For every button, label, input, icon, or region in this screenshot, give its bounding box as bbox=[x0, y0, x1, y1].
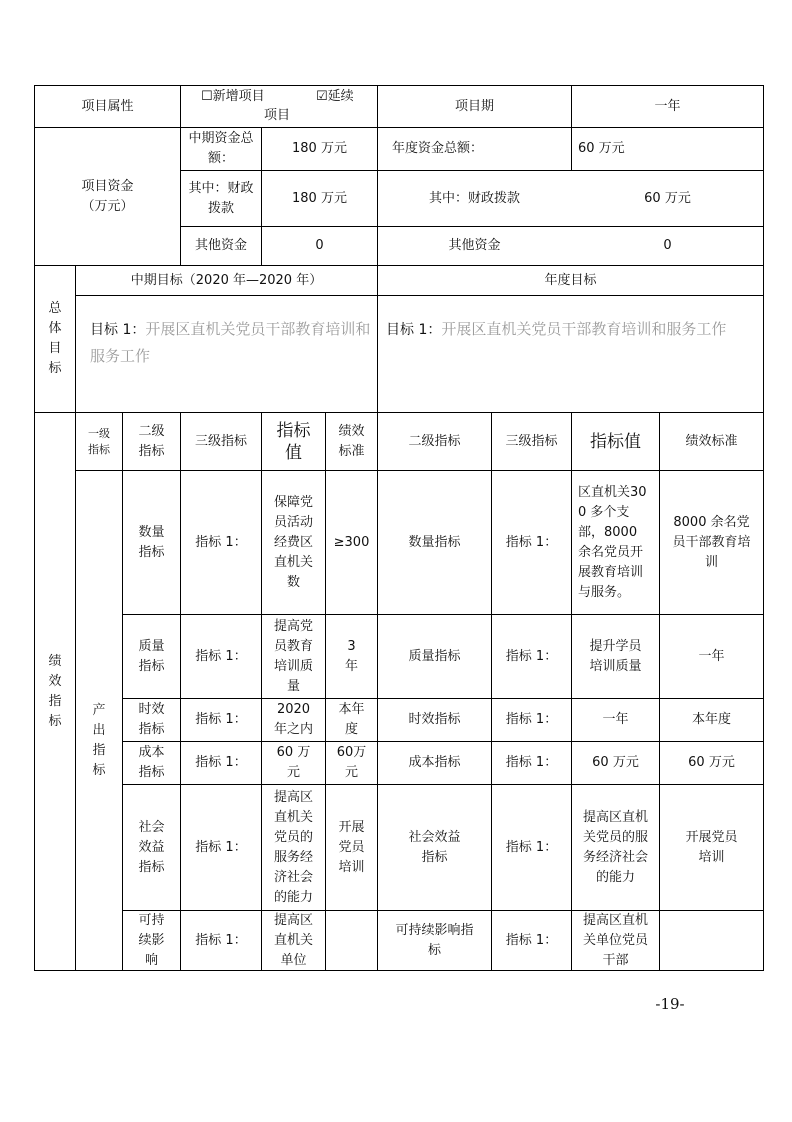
table-row-time-l3: 指标 1： bbox=[195, 712, 247, 727]
mid-goal-text bbox=[90, 316, 372, 369]
checkbox-unchecked-icon: ☐ bbox=[201, 89, 213, 104]
table-row-sustain-l3: 指标 1： bbox=[195, 932, 247, 948]
period-label: 项目期 bbox=[454, 98, 494, 114]
table-row-sustain-value: 提高区直机关单位 bbox=[273, 912, 313, 968]
table-row-quantity-l2-right: 数量指标 bbox=[408, 534, 461, 550]
table-row-sustain-l2-right: 可持续影响指标 bbox=[395, 922, 474, 958]
table-row-quality-l3-right: 指标 1： bbox=[505, 648, 558, 664]
other-label-left: 其他资金 bbox=[194, 238, 247, 253]
mid-total-label: 中期资金总额： bbox=[188, 131, 254, 166]
table-row-quality-value: 提高党员教育培训质量 bbox=[273, 618, 313, 694]
new-project-label: 新增项目 bbox=[212, 89, 265, 104]
table-row-cost-l2-right: 成本指标 bbox=[408, 755, 461, 770]
table-row-sustain-std bbox=[326, 911, 377, 970]
attr-options bbox=[181, 86, 377, 127]
value-header-right: 指标值 bbox=[590, 431, 641, 452]
table-row-quality-l3: 指标 1： bbox=[195, 648, 247, 664]
table-row-social-value-right: 提高区直机关党员的服务经济社会的能力 bbox=[582, 809, 648, 885]
table-row-quantity-value: 保障党员活动经费区直机关数 bbox=[273, 494, 313, 590]
table-row-cost-value: 60 万元 bbox=[276, 745, 311, 780]
annual-total-label: 年度资金总额： bbox=[392, 141, 484, 156]
table-row-quantity-value-right: 区直机关300 多个支部，8000余名党员开展教育培训与服务。 bbox=[578, 484, 647, 600]
std-header-right: 绩效标准 bbox=[685, 433, 738, 449]
table-row-quantity-std-right: 8000 余名党员干部教育培训 bbox=[672, 514, 751, 570]
table-row-time-value-right: 一年 bbox=[602, 712, 629, 727]
perf-label: 绩效指标 bbox=[48, 653, 62, 729]
mid-goal-body: 开展区直机关党员干部教育培训和服务工作 bbox=[90, 320, 371, 365]
fiscal-label-right: 其中：财政拨款 bbox=[428, 190, 520, 206]
other-value-left: 0 bbox=[315, 238, 324, 253]
table-row-cost-l3: 指标 1： bbox=[195, 755, 247, 770]
table-row-cost-std-right: 60 万元 bbox=[688, 755, 735, 770]
table-row-sustain-l2: 可持续影响 bbox=[138, 912, 165, 968]
annual-goal-header: 年度目标 bbox=[544, 272, 597, 288]
lvl2-header: 二级指标 bbox=[138, 423, 165, 459]
fiscal-value-left: 180 万元 bbox=[292, 190, 347, 206]
mid-total-value: 180 万元 bbox=[292, 141, 347, 156]
continue-project-option[interactable] bbox=[316, 87, 354, 106]
annual-goal-body: 开展区直机关党员干部教育培训和服务工作 bbox=[441, 320, 727, 338]
table-row-quantity-l3-right: 指标 1： bbox=[505, 534, 558, 550]
mid-goal-prefix: 目标 1： bbox=[90, 322, 146, 338]
value-header: 指标值 bbox=[276, 420, 311, 463]
table-row-quality-l2: 质量指标 bbox=[138, 638, 165, 674]
table-row-sustain-l3-right: 指标 1： bbox=[505, 932, 558, 948]
table-row-sustain-value-right: 提高区直机关单位党员干部 bbox=[582, 912, 648, 968]
other-value-right: 0 bbox=[663, 238, 672, 253]
table-row-social-l2: 社会效益指标 bbox=[138, 819, 165, 875]
table-row-time-value: 2020 年之内 bbox=[273, 702, 313, 737]
table-row-social-l2-right: 社会效益指标 bbox=[408, 829, 461, 865]
goals-label: 总体目标 bbox=[48, 301, 62, 376]
table-row-cost-l3-right: 指标 1： bbox=[505, 755, 558, 770]
table-row-quality-l2-right: 质量指标 bbox=[408, 648, 461, 664]
table-row-social-l3: 指标 1： bbox=[195, 839, 247, 855]
fiscal-value-right: 60 万元 bbox=[644, 190, 691, 206]
table-row-quality-std-right: 一年 bbox=[698, 648, 725, 664]
page-number: -19- bbox=[655, 995, 685, 1013]
table-row-quantity-l2: 数量指标 bbox=[138, 524, 165, 560]
continue-project-label-wrap: 项目 bbox=[264, 108, 291, 123]
table-row-social-l3-right: 指标 1： bbox=[505, 839, 558, 855]
table-row-time-std: 本年度 bbox=[338, 702, 365, 737]
annual-goal-text bbox=[386, 316, 758, 343]
table-row-sustain-std-right bbox=[660, 911, 763, 970]
annual-total-value: 60 万元 bbox=[578, 141, 625, 156]
lvl3-header-right: 三级指标 bbox=[505, 433, 558, 449]
lvl1-header: 一级指标 bbox=[88, 426, 110, 456]
fiscal-label-left: 其中：财政拨款 bbox=[188, 180, 254, 216]
table-row-cost-l2: 成本指标 bbox=[138, 745, 165, 780]
std-header: 绩效标准 bbox=[338, 423, 365, 459]
table-row-time-std-right: 本年度 bbox=[691, 712, 731, 727]
table-row-quality-value-right: 提升学员培训质量 bbox=[589, 638, 642, 674]
checkbox-checked-icon: ☑ bbox=[316, 89, 328, 104]
table-row-time-l2-right: 时效指标 bbox=[408, 712, 461, 727]
attr-label: 项目属性 bbox=[81, 98, 134, 114]
table-row-quality-std: 3年 bbox=[344, 638, 358, 674]
annual-goal-prefix: 目标 1： bbox=[386, 322, 442, 338]
new-project-option[interactable] bbox=[201, 87, 265, 106]
funds-label: 项目资金（万元） bbox=[81, 178, 134, 214]
table-row-quantity-l3: 指标 1： bbox=[195, 534, 247, 550]
table-row-cost-std: 60万元 bbox=[336, 745, 367, 780]
lvl3-header: 三级指标 bbox=[194, 433, 247, 449]
output-indicator-label: 产出指标 bbox=[92, 702, 106, 778]
table-row-social-std: 开展党员培训 bbox=[338, 819, 365, 875]
table-row-quantity-std: ≥300 bbox=[333, 534, 370, 550]
other-label-right: 其他资金 bbox=[448, 238, 501, 253]
lvl2-header-right: 二级指标 bbox=[408, 433, 461, 449]
period-value: 一年 bbox=[654, 98, 681, 114]
mid-goal-header: 中期目标（2020 年—2020 年） bbox=[130, 272, 323, 288]
table-row-social-std-right: 开展党员培训 bbox=[685, 829, 738, 865]
continue-project-label: 延续 bbox=[327, 89, 354, 104]
table-row-social-value: 提高区直机关党员的服务经济社会的能力 bbox=[273, 789, 313, 905]
table-row-cost-value-right: 60 万元 bbox=[592, 755, 639, 770]
table-row-time-l2: 时效指标 bbox=[138, 702, 165, 737]
table-row-time-l3-right: 指标 1： bbox=[505, 712, 558, 727]
